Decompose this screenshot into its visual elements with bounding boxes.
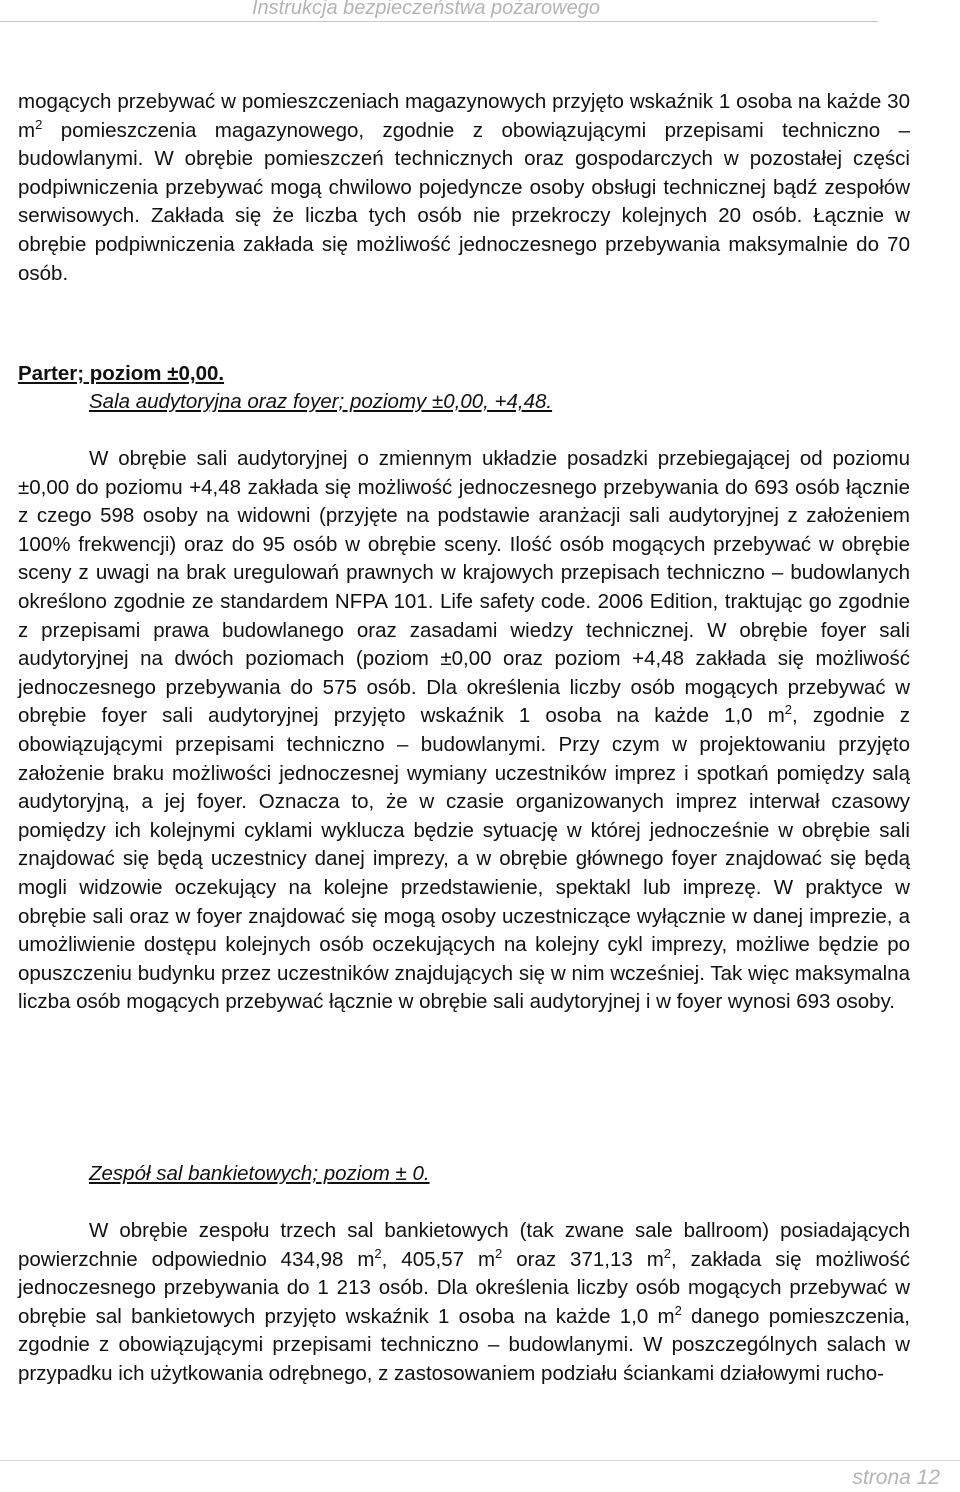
paragraph-auditorium-text <box>18 445 910 1017</box>
paragraph-basement-part-b: pomieszczenia magazynowego, zgodnie z obowiązującymi przepisami techniczno – budowlanymi. W obrębie pomieszczeń technicznych oraz gospodarczych w pozostałej części podpiwniczenia przebywać mogą chwilowo pojedyncze osoby obsługi technicznej bądź zespołów serwisowych. Zakłada się że liczba tych osób nie przekroczy kolejnych 20 osób. Łącznie w obrębie podpiwniczenia zakłada się możliwość jednoczesnego przebywania maksymalnie do 70 osób. <box>18 118 910 285</box>
paragraph-basement-part-a: mogących przebywać w pomieszczeniach magazynowych przyjęto wskaźnik 1 osoba na każde 30 m <box>18 90 910 142</box>
header-divider <box>0 21 878 22</box>
superscript: 2 <box>663 1245 672 1261</box>
page-number: strona 12 <box>852 1466 940 1489</box>
paragraph-ballroom-part-d: , zakłada się możliwość jednoczesnego przebywania do 1 213 osób. Dla określenia liczby osób mogących przebywać w obrębie sal bankietowych przyjęto wskaźnik 1 osoba na każde 1,0 m <box>18 1247 910 1328</box>
paragraph-ballroom-part-b: , 405,57 m <box>381 1247 496 1271</box>
page-header-title: Instrukcja bezpieczeństwa pożarowego <box>252 0 600 19</box>
paragraph-auditorium-part-b: , zgodnie z obowiązującymi przepisami techniczno – budowlanymi. Przy czym w projektowaniu przyjęto założenie braku możliwości jednoczesnej wymiany uczestników imprez i spotkań pomiędzy salą audytoryjną, a jej foyer. Oznacza to, że w czasie organizowanych imprez interwał czasowy pomiędzy ich kolejnymi cyklami wyklucza będzie sytuację w której jednocześnie w obrębie sali znajdować się będą uczestnicy danej imprezy, a w obrębie głównego foyer znajdować się będą mogli widzowie oczekujący na kolejne przedstawienie, spektakl lub imprezę. W praktyce w obrębie sali oraz w foyer znajdować się mogą osoby uczestniczące wyłącznie w danej imprezie, a umożliwienie dostępu kolejnych osób oczekujących na kolejny cykl imprezy, możliwe będzie po opuszczeniu budynku przez uczestników znajdujących się w nim wcześniej. Tak więc maksymalna liczba osób mogących przebywać łącznie w obrębie sali audytoryjnej i w foyer wynosi 693 osoby. <box>18 704 910 1014</box>
paragraph-basement-text <box>18 88 910 288</box>
paragraph-ballroom-part-a: W obrębie zespołu trzech sal bankietowych (tak zwane sale ballroom) posiadających powierzchnie odpowiednio 434,98 m <box>18 1219 910 1271</box>
heading-parter: Parter; poziom ±0,00. <box>18 362 225 385</box>
paragraph-basement <box>18 88 910 288</box>
superscript: 2 <box>35 116 43 132</box>
paragraph-ballroom-part-e: danego pomieszczenia, zgodnie z obowiązującymi przepisami techniczno – budowlanymi. W poszczególnych salach w przypadku ich użytkowania odrębnego, z zastosowaniem podziału ściankami działowymi rucho- <box>18 1304 910 1385</box>
superscript: 2 <box>374 1245 382 1261</box>
heading-sala-block <box>89 388 909 417</box>
footer-divider <box>0 1460 960 1461</box>
paragraph-auditorium <box>18 445 910 1017</box>
superscript: 2 <box>674 1302 682 1318</box>
heading-zespol-block <box>89 1160 909 1189</box>
heading-zespol-sal: Zespół sal bankietowych; poziom ± 0. <box>89 1162 430 1185</box>
superscript: 2 <box>495 1245 503 1261</box>
paragraph-ballroom-text <box>18 1217 910 1389</box>
heading-parter-block <box>18 360 910 389</box>
paragraph-ballroom-part-c: oraz 371,13 m <box>502 1247 664 1271</box>
superscript: 2 <box>784 702 793 718</box>
paragraph-auditorium-part-a: W obrębie sali audytoryjnej o zmiennym układzie posadzki przebiegającej od poziomu ±0,00 do poziomu +4,48 zakłada się możliwość jednoczesnego przebywania do 693 osób łącznie z czego 598 osoby na widowni (przyjęte na podstawie aranżacji sali audytoryjnej z założeniem 100% frekwencji) oraz do 95 osób w obrębie sceny. Ilość osób mogących przebywać w obrębie sceny z uwagi na brak uregulowań prawnych w krajowych przepisach techniczno – budowlanych określono zgodnie ze standardem NFPA 101. Life safety code. 2006 Edition, traktując go zgodnie z przepisami prawa budowlanego oraz zasadami wiedzy technicznej. W obrębie foyer sali audytoryjnej na dwóch poziomach (poziom ±0,00 oraz poziom +4,48 zakłada się możliwość jednoczesnego przebywania do 575 osób. Dla określenia liczby osób mogących przebywać w obrębie foyer sali audytoryjnej przyjęto wskaźnik 1 osoba na każde 1,0 m <box>18 447 910 728</box>
paragraph-ballroom <box>18 1217 910 1389</box>
heading-sala-audytoryjna: Sala audytoryjna oraz foyer; poziomy ±0,00, +4,48. <box>89 390 553 413</box>
